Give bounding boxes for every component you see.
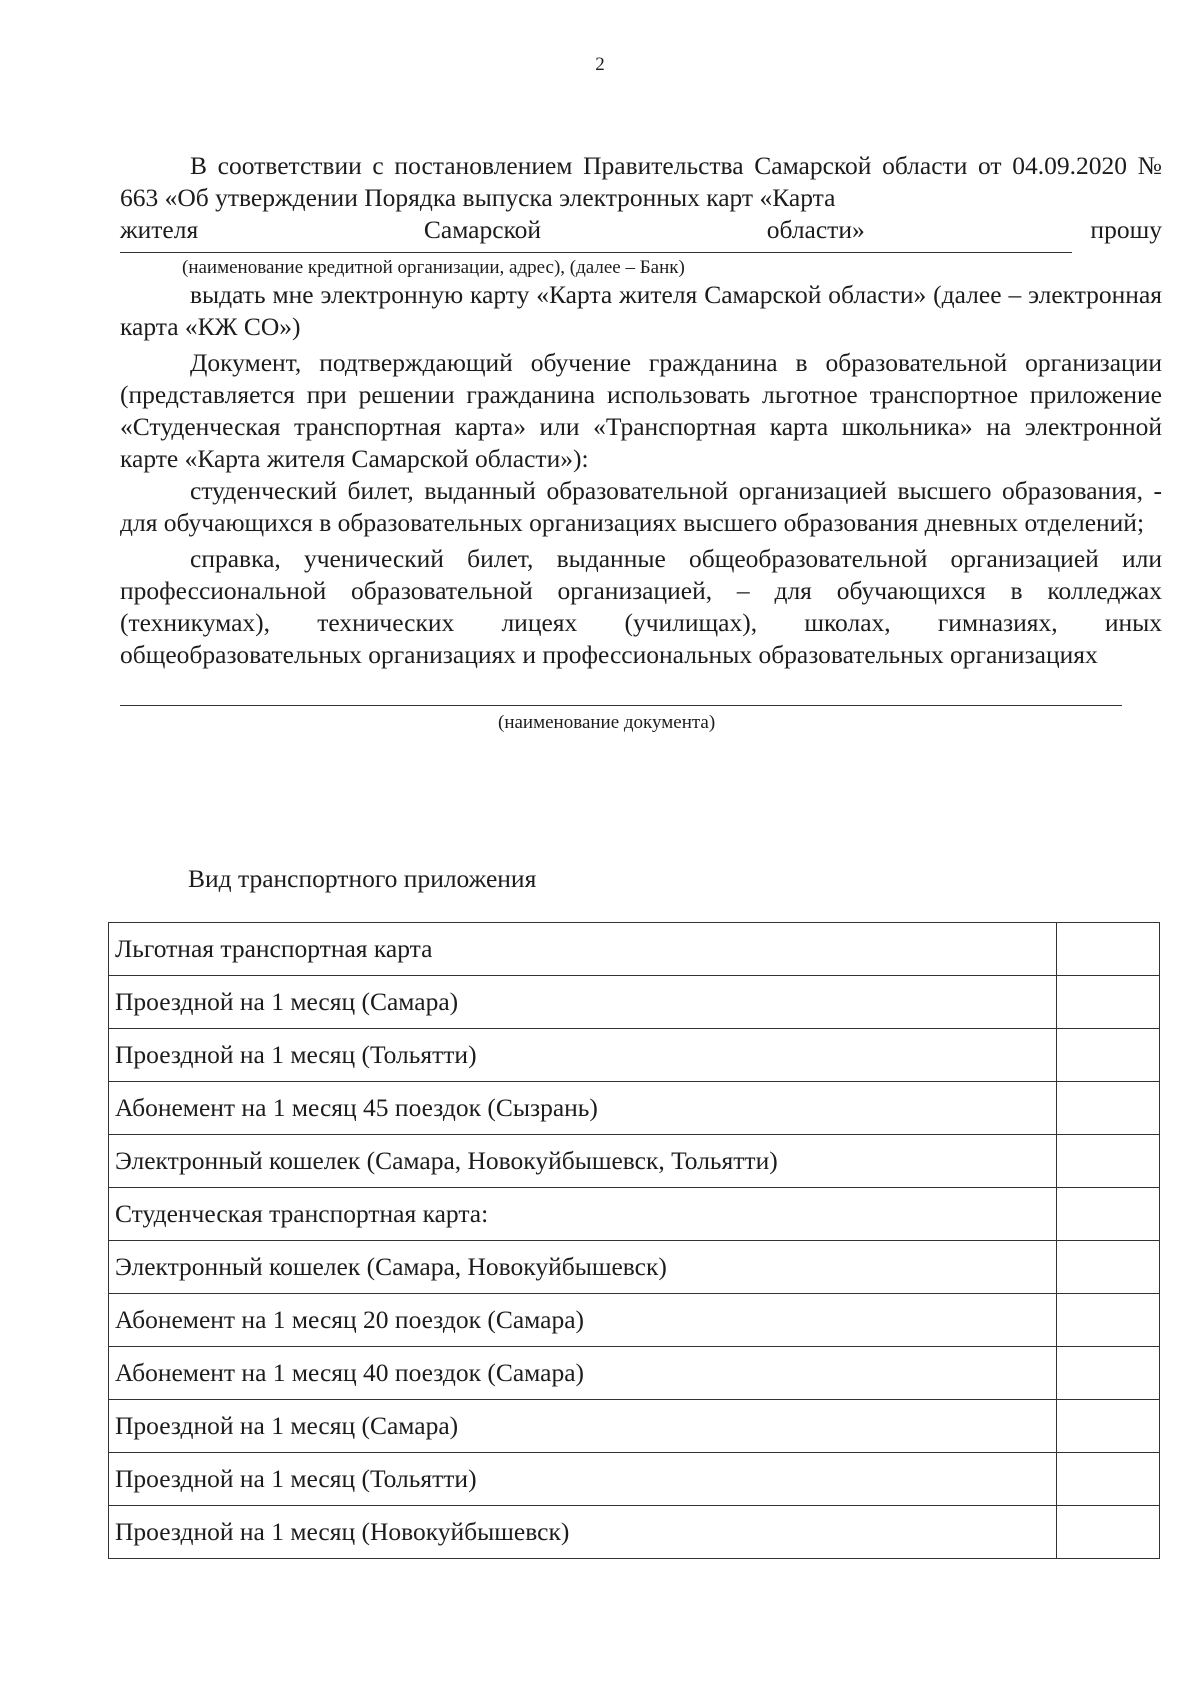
transport-option-label: Абонемент на 1 месяц 45 поездок (Сызрань): [109, 1082, 1057, 1135]
student-ticket-item: студенческий билет, выданный образовательной организацией высшего образования, - для обучающихся в образовательных организациях высшего образования дневных отделений;: [120, 476, 1162, 537]
transport-option-label: Электронный кошелек (Самара, Новокуйбышевск): [109, 1241, 1057, 1294]
transport-option-label: Электронный кошелек (Самара, Новокуйбышевск, Тольятти): [109, 1135, 1057, 1188]
transport-option-checkbox[interactable]: [1057, 1453, 1160, 1506]
transport-option-checkbox[interactable]: [1057, 1082, 1160, 1135]
transport-option-label: Проездной на 1 месяц (Тольятти): [109, 1453, 1057, 1506]
section-title: Вид транспортного приложения: [188, 864, 537, 893]
intro-last-line: [120, 214, 1162, 246]
bank-field-hint: (наименование кредитной организации, адрес), (далее – Банк): [182, 257, 685, 278]
table-row: [109, 1347, 1160, 1400]
transport-option-checkbox[interactable]: [1057, 1400, 1160, 1453]
page-number: 2: [595, 54, 605, 75]
transport-option-label: Льготная транспортная карта: [109, 923, 1057, 976]
transport-option-label: Проездной на 1 месяц (Новокуйбышевск): [109, 1506, 1057, 1559]
transport-option-checkbox[interactable]: [1057, 1347, 1160, 1400]
transport-option-checkbox[interactable]: [1057, 1241, 1160, 1294]
transport-option-label: Проездной на 1 месяц (Самара): [109, 1400, 1057, 1453]
table-row: [109, 1135, 1160, 1188]
table-row: [109, 1082, 1160, 1135]
table-row: [109, 976, 1160, 1029]
transport-option-checkbox[interactable]: [1057, 1188, 1160, 1241]
issue-request: выдать мне электронную карту «Карта жителя Самарской области» (далее – электронная карта «КЖ СО»): [120, 280, 1162, 341]
transport-option-checkbox[interactable]: [1057, 1506, 1160, 1559]
table-row: [109, 1029, 1160, 1082]
table-row: [109, 923, 1160, 976]
document-paragraph: Документ, подтверждающий обучение гражданина в образовательной организации (представляется при решении гражданина использовать льготное транспортное приложение «Студенческая транспортная карта» или «Транспортная карта школьника» на электронной карте «Карта жителя Самарской области»):: [120, 348, 1162, 473]
application-body: [120, 150, 1162, 734]
transport-option-checkbox[interactable]: [1057, 976, 1160, 1029]
transport-option-checkbox[interactable]: [1057, 1029, 1160, 1082]
document-field-hint: (наименование документа): [498, 712, 716, 733]
intro-word-4: прошу: [1090, 215, 1162, 244]
transport-option-label: Проездной на 1 месяц (Самара): [109, 976, 1057, 1029]
transport-option-label: Абонемент на 1 месяц 40 поездок (Самара): [109, 1347, 1057, 1400]
table-row: [109, 1506, 1160, 1559]
transport-app-table: [108, 922, 1160, 1559]
intro-paragraph: [120, 150, 1162, 214]
intro-text: В соответствии с постановлением Правительства Самарской области от 04.09.2020 № 663 «Об утверждении Порядка выпуска электронных карт «Карта: [120, 151, 1162, 212]
table-row: [109, 1188, 1160, 1241]
transport-option-label: Абонемент на 1 месяц 20 поездок (Самара): [109, 1294, 1057, 1347]
transport-option-label: Студенческая транспортная карта:: [109, 1188, 1057, 1241]
transport-option-checkbox[interactable]: [1057, 1135, 1160, 1188]
transport-option-checkbox[interactable]: [1057, 1294, 1160, 1347]
transport-option-label: Проездной на 1 месяц (Тольятти): [109, 1029, 1057, 1082]
table-row: [109, 1453, 1160, 1506]
school-certificate-item: справка, ученический билет, выданные общеобразовательной организацией или профессиональной образовательной организацией, – для обучающихся в колледжах (техникумах), технических лицеях (училищах), школах, гимназиях, иных общеобразовательных организациях и профессиональных образовательных организациях: [120, 544, 1162, 669]
intro-word-2: Самарской: [423, 215, 542, 244]
intro-word-3: области»: [766, 215, 865, 244]
transport-option-checkbox[interactable]: [1057, 923, 1160, 976]
intro-word-1: жителя: [120, 215, 199, 244]
table-row: [109, 1400, 1160, 1453]
bank-name-field[interactable]: [120, 252, 1072, 253]
table-row: [109, 1294, 1160, 1347]
table-row: [109, 1241, 1160, 1294]
document-name-field[interactable]: [120, 705, 1122, 706]
